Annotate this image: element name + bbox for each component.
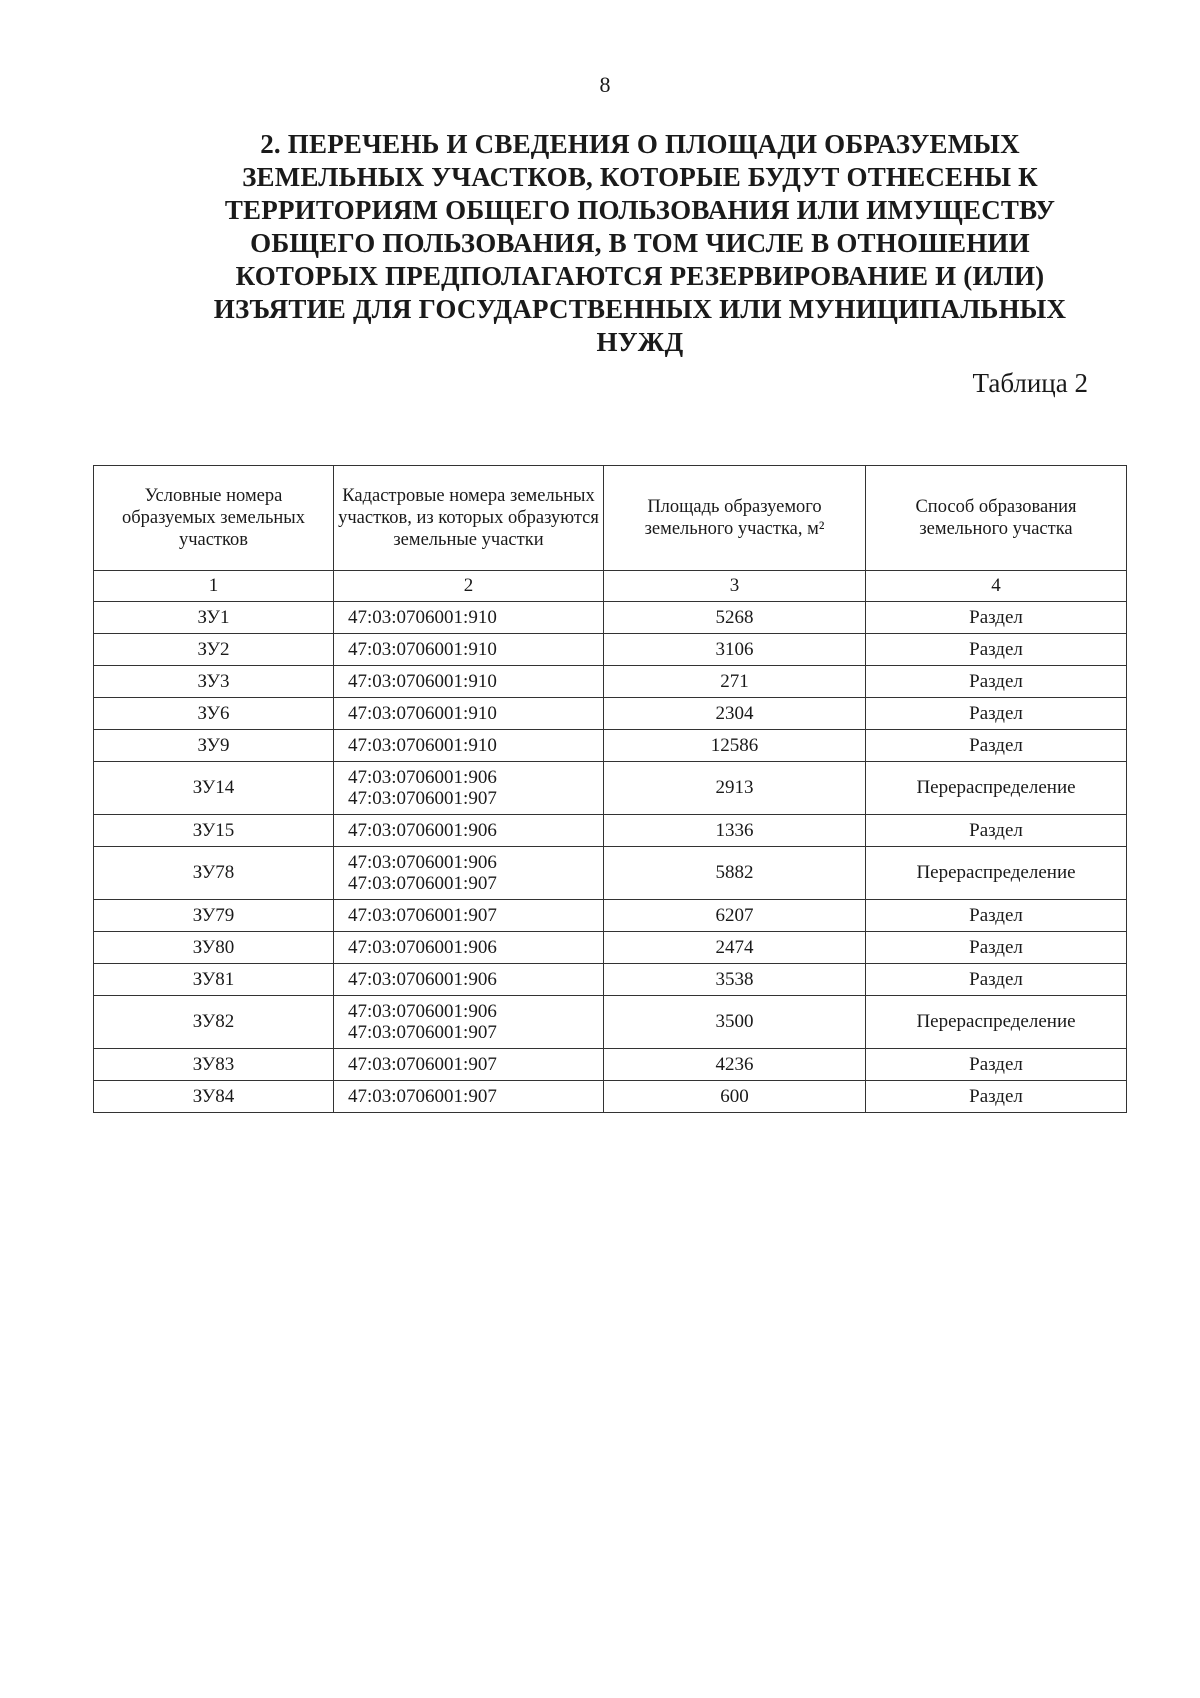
cadastral-number: 47:03:0706001:906 [348, 820, 497, 841]
cadastral-cell [334, 964, 604, 996]
plot-id-cell: ЗУ15 [94, 815, 334, 847]
column-number: 2 [334, 571, 604, 602]
cadastral-cell [334, 847, 604, 900]
area-cell: 2913 [604, 762, 866, 815]
area-cell: 2304 [604, 698, 866, 730]
header-method: Способ образования земельного участка [866, 466, 1127, 571]
page-number: 8 [599, 72, 611, 97]
cadastral-number: 47:03:0706001:907 [348, 1086, 497, 1107]
table-row [94, 762, 1127, 815]
cadastral-cell [334, 602, 604, 634]
table-row [94, 1081, 1127, 1113]
cadastral-number: 47:03:0706001:906 [348, 937, 497, 958]
table-row [94, 996, 1127, 1049]
method-cell: Перераспределение [866, 762, 1127, 815]
table-row [94, 1049, 1127, 1081]
method-cell: Раздел [866, 815, 1127, 847]
method-cell: Раздел [866, 698, 1127, 730]
table-row [94, 634, 1127, 666]
cadastral-number: 47:03:0706001:907 [348, 873, 497, 894]
plot-id-cell: ЗУ83 [94, 1049, 334, 1081]
plot-id-cell: ЗУ2 [94, 634, 334, 666]
table-row [94, 964, 1127, 996]
cadastral-cell [334, 1081, 604, 1113]
cadastral-number: 47:03:0706001:910 [348, 735, 497, 756]
heading-line: 2. ПЕРЕЧЕНЬ И СВЕДЕНИЯ О ПЛОЩАДИ ОБРАЗУЕМЫХ [260, 129, 1020, 159]
cadastral-cell [334, 698, 604, 730]
heading-line: ТЕРРИТОРИЯМ ОБЩЕГО ПОЛЬЗОВАНИЯ ИЛИ ИМУЩЕСТВУ [224, 195, 1056, 225]
method-cell: Перераспределение [866, 847, 1127, 900]
table-body [94, 571, 1127, 1113]
table-row [94, 602, 1127, 634]
method-cell: Раздел [866, 1049, 1127, 1081]
plot-id-cell: ЗУ3 [94, 666, 334, 698]
area-cell: 5882 [604, 847, 866, 900]
header-area: Площадь образуемого земельного участка, м² [604, 466, 866, 571]
cadastral-number: 47:03:0706001:910 [348, 703, 497, 724]
area-cell: 600 [604, 1081, 866, 1113]
cadastral-number: 47:03:0706001:907 [348, 1022, 497, 1043]
heading-line: КОТОРЫХ ПРЕДПОЛАГАЮТСЯ РЕЗЕРВИРОВАНИЕ И (ИЛИ) [235, 261, 1045, 291]
area-cell: 12586 [604, 730, 866, 762]
method-cell: Раздел [866, 1081, 1127, 1113]
method-cell: Раздел [866, 666, 1127, 698]
area-cell: 1336 [604, 815, 866, 847]
area-cell: 6207 [604, 900, 866, 932]
table-row [94, 730, 1127, 762]
section-heading [180, 128, 1100, 359]
heading-line: ИЗЪЯТИЕ ДЛЯ ГОСУДАРСТВЕННЫХ ИЛИ МУНИЦИПАЛЬНЫХ [213, 294, 1067, 324]
cadastral-cell [334, 900, 604, 932]
plot-id-cell: ЗУ6 [94, 698, 334, 730]
cadastral-number: 47:03:0706001:910 [348, 607, 497, 628]
cadastral-cell [334, 996, 604, 1049]
cadastral-number: 47:03:0706001:907 [348, 1054, 497, 1075]
area-cell: 4236 [604, 1049, 866, 1081]
cadastral-number: 47:03:0706001:907 [348, 905, 497, 926]
cadastral-cell [334, 634, 604, 666]
plot-id-cell: ЗУ84 [94, 1081, 334, 1113]
table-row [94, 666, 1127, 698]
table-row [94, 900, 1127, 932]
table-row [94, 932, 1127, 964]
plot-id-cell: ЗУ79 [94, 900, 334, 932]
plot-id-cell: ЗУ14 [94, 762, 334, 815]
heading-line: ОБЩЕГО ПОЛЬЗОВАНИЯ, В ТОМ ЧИСЛЕ В ОТНОШЕНИИ [250, 228, 1030, 258]
area-cell: 3500 [604, 996, 866, 1049]
area-cell: 3538 [604, 964, 866, 996]
cadastral-cell [334, 666, 604, 698]
plot-id-cell: ЗУ9 [94, 730, 334, 762]
method-cell: Перераспределение [866, 996, 1127, 1049]
header-cadastral: Кадастровые номера земельных участков, из которых образуются земельные участки [334, 466, 604, 571]
table-row [94, 847, 1127, 900]
method-cell: Раздел [866, 932, 1127, 964]
cadastral-number: 47:03:0706001:907 [348, 788, 497, 809]
area-cell: 2474 [604, 932, 866, 964]
plot-id-cell: ЗУ80 [94, 932, 334, 964]
header-plot-id: Условные номера образуемых земельных участков [94, 466, 334, 571]
cadastral-number: 47:03:0706001:910 [348, 671, 497, 692]
cadastral-number: 47:03:0706001:906 [348, 1001, 497, 1022]
area-cell: 5268 [604, 602, 866, 634]
heading-line: НУЖД [596, 327, 684, 357]
table-header-row [94, 466, 1127, 571]
column-number-row [94, 571, 1127, 602]
plot-id-cell: ЗУ82 [94, 996, 334, 1049]
land-plots-table [93, 465, 1127, 1113]
plot-id-cell: ЗУ1 [94, 602, 334, 634]
plot-id-cell: ЗУ81 [94, 964, 334, 996]
table-row [94, 815, 1127, 847]
cadastral-number: 47:03:0706001:906 [348, 852, 497, 873]
cadastral-number: 47:03:0706001:910 [348, 639, 497, 660]
plot-id-cell: ЗУ78 [94, 847, 334, 900]
method-cell: Раздел [866, 900, 1127, 932]
table-row [94, 698, 1127, 730]
method-cell: Раздел [866, 634, 1127, 666]
cadastral-cell [334, 762, 604, 815]
method-cell: Раздел [866, 602, 1127, 634]
table-caption: Таблица 2 [972, 368, 1088, 398]
cadastral-number: 47:03:0706001:906 [348, 969, 497, 990]
cadastral-cell [334, 1049, 604, 1081]
area-cell: 3106 [604, 634, 866, 666]
cadastral-cell [334, 730, 604, 762]
column-number: 3 [604, 571, 866, 602]
method-cell: Раздел [866, 964, 1127, 996]
cadastral-cell [334, 815, 604, 847]
column-number: 1 [94, 571, 334, 602]
area-cell: 271 [604, 666, 866, 698]
heading-line: ЗЕМЕЛЬНЫХ УЧАСТКОВ, КОТОРЫЕ БУДУТ ОТНЕСЕНЫ К [242, 162, 1038, 192]
cadastral-cell [334, 932, 604, 964]
cadastral-number: 47:03:0706001:906 [348, 767, 497, 788]
column-number: 4 [866, 571, 1127, 602]
method-cell: Раздел [866, 730, 1127, 762]
